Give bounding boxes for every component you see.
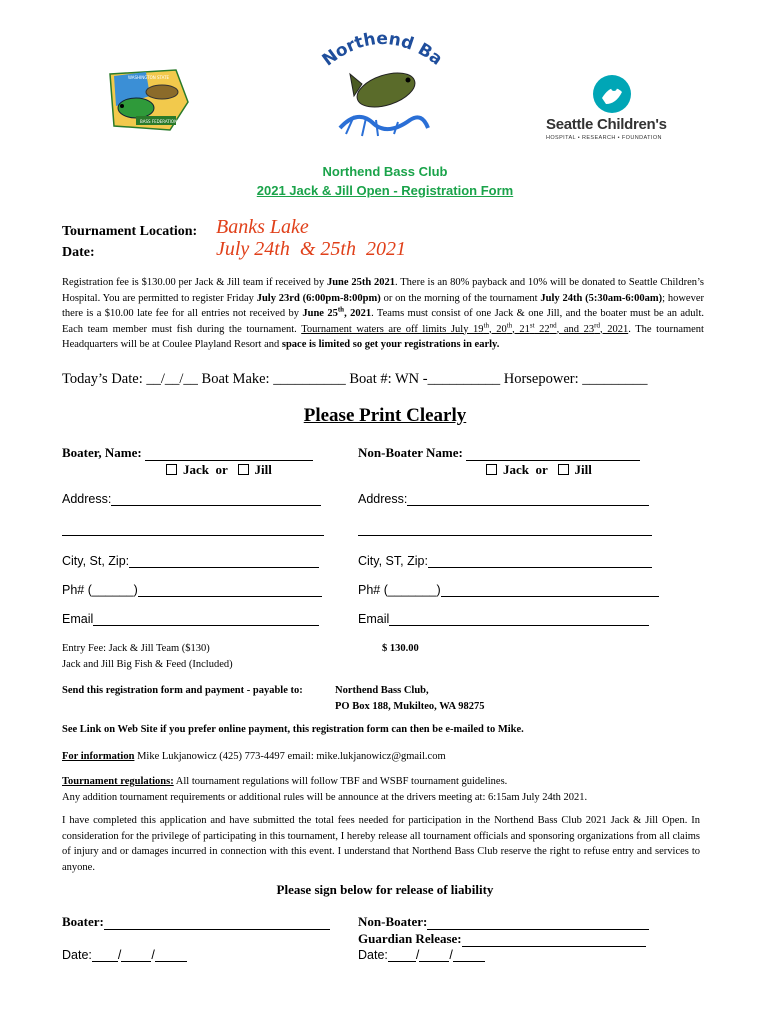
northend-bass-club-logo xyxy=(318,24,446,146)
send-address: Northend Bass Club, PO Box 188, Mukilteo, WA 98275 xyxy=(335,685,485,712)
jack-checkbox[interactable] xyxy=(166,464,177,475)
online-payment-note: See Link on Web Site if you prefer online payment, this registration form can then be e-mailed to Mike. xyxy=(62,724,524,735)
boater-email-field[interactable]: Email xyxy=(62,612,319,626)
boater-phone-field[interactable]: Ph# (______) xyxy=(62,583,322,597)
nonboater-email-field[interactable]: Email xyxy=(358,612,649,626)
form-title: 2021 Jack & Jill Open - Registration Form xyxy=(256,183,514,198)
boater-name-field[interactable]: Boater, Name: xyxy=(62,445,313,461)
print-clearly-heading: Please Print Clearly xyxy=(303,405,467,426)
contact-info: For information Mike Lukjanowicz (425) 773-4497 email: mike.lukjanowicz@gmail.com xyxy=(62,751,446,762)
svg-text:WASHINGTON STATE: WASHINGTON STATE xyxy=(128,75,170,80)
nonboater-date-field[interactable]: Date: / / xyxy=(358,948,485,962)
jill-checkbox[interactable] xyxy=(238,464,249,475)
boater-city-field[interactable]: City, St, Zip: xyxy=(62,554,319,568)
release-paragraph: I have completed this application and have submitted the total fees needed for participation in the Northend Bass Club 2021 Jack & Jill Open. In consideration for the privilege of participating in this tournament, I hereby release all tournament officials and sponsoring organizations from all claims of injury and or damages incurred in connection with this event. I understand that Northend Bass Club reserve the right to refuse entry and services to anyone. xyxy=(62,815,700,873)
entry-fee-amount: $ 130.00 xyxy=(382,643,419,654)
location-value: Banks Lake xyxy=(216,216,309,238)
wsbf-logo xyxy=(106,66,190,132)
boater-jack-jill-choice[interactable]: Jack or Jill xyxy=(166,462,272,478)
date-value: July 24th & 25th 2021 xyxy=(216,238,406,260)
club-title: Northend Bass Club xyxy=(322,164,448,179)
today-boat-line[interactable]: Today’s Date: __/__/__ Boat Make: __________ Boat #: WN -__________ Horsepower: _________ xyxy=(62,371,648,387)
jill-checkbox[interactable] xyxy=(558,464,569,475)
nonboater-address-line2[interactable] xyxy=(358,535,652,536)
boater-address-line2[interactable] xyxy=(62,535,324,536)
seattle-childrens-tagline: HOSPITAL • RESEARCH • FOUNDATION xyxy=(546,135,662,141)
jack-checkbox[interactable] xyxy=(486,464,497,475)
nonboater-jack-jill-choice[interactable]: Jack or Jill xyxy=(486,462,592,478)
guardian-release-field[interactable]: Guardian Release: xyxy=(358,931,646,947)
boater-address-field[interactable]: Address: xyxy=(62,492,321,506)
seattle-childrens-name: Seattle Children's xyxy=(546,116,667,133)
tournament-regulations: Tournament regulations: All tournament regulations will follow TBF and WSBF tournament guidelines. Any addition tournament requirements or additional rules will be announce at the drivers meeting at: 6:15am July 24th 2021. xyxy=(62,776,588,803)
seattle-childrens-logo xyxy=(546,74,682,144)
boater-date-field[interactable]: Date: / / xyxy=(62,948,187,962)
fee-paragraph: Registration fee is $130.00 per Jack & Jill team if received by June 25th 2021. There is an 80% payback and 10% will be donated to Seattle Children’s Hospital. You are permitted to register Friday July 23rd (6:00pm-8:00pm) or on the morning of the tournament July 24th (5:30am-6:00am); however there is a $10.00 late fee for all entries not received by June 25th, 2021. Teams must consist of one Jack & one Jill, and the boater must be an adult. Each team member must fish during the tournament. Tournament waters are off limits July 19th, 20th, 21st 22nd, and 23rd, 2021. The tournament Headquarters will be at Coulee Playland Resort and space is limited so get your registrations in early. xyxy=(62,277,705,350)
location-label: Tournament Location: xyxy=(62,224,198,239)
sign-heading: Please sign below for release of liability xyxy=(276,882,494,897)
entry-fee-text: Entry Fee: Jack & Jill Team ($130) Jack and Jill Big Fish & Feed (Included) xyxy=(62,643,233,670)
svg-text:BASS FEDERATION: BASS FEDERATION xyxy=(140,119,178,124)
nonboater-address-field[interactable]: Address: xyxy=(358,492,649,506)
boater-signature-field[interactable]: Boater: xyxy=(62,914,330,930)
nonboater-name-field[interactable]: Non-Boater Name: xyxy=(358,445,640,461)
date-label: Date: xyxy=(62,245,95,260)
nonboater-phone-field[interactable]: Ph# (_______) xyxy=(358,583,659,597)
send-label: Send this registration form and payment - payable to: xyxy=(62,685,303,696)
nonboater-signature-field[interactable]: Non-Boater: xyxy=(358,914,649,930)
nonboater-city-field[interactable]: City, ST, Zip: xyxy=(358,554,652,568)
svg-text:Northend Bass Club: Northend Ba xyxy=(318,28,446,71)
